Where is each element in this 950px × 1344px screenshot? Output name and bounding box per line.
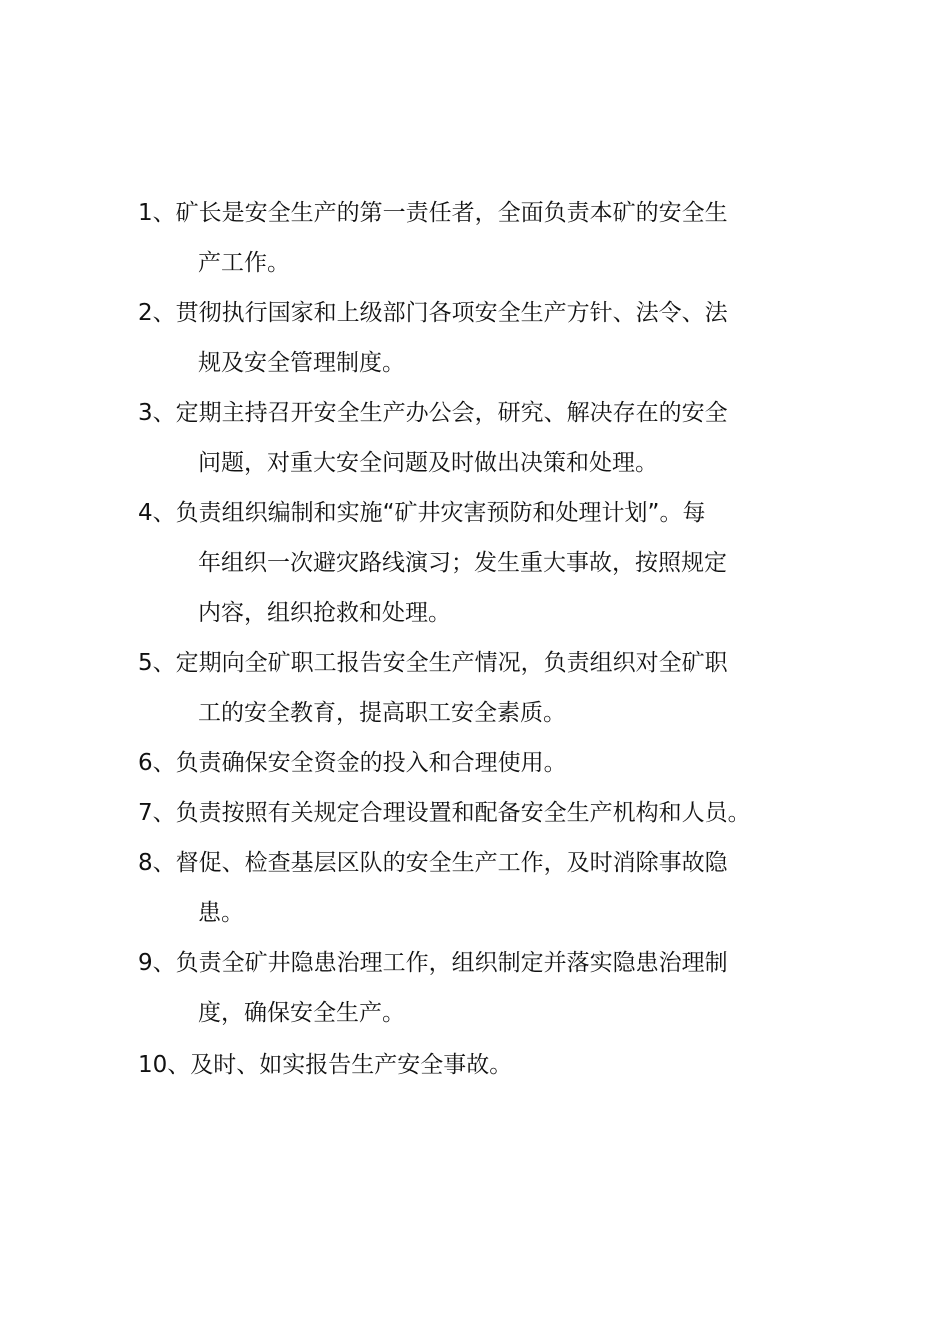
item-text: 负责按照有关规定合理设置和配备安全生产机构和人员。 — [175, 800, 751, 826]
item-continuation: 问题，对重大安全问题及时做出决策和处理。 — [198, 450, 658, 476]
item-text: 定期向全矿职工报告安全生产情况，负责组织对全矿职 — [175, 650, 728, 676]
item-text: 矿长是安全生产的第一责任者，全面负责本矿的安全生 — [175, 200, 728, 226]
list-item — [138, 738, 828, 788]
list-item — [138, 288, 828, 388]
item-first-line — [138, 288, 828, 338]
list-item — [138, 938, 828, 1038]
item-continuation: 规及安全管理制度。 — [198, 350, 405, 376]
item-number: 2、 — [138, 300, 176, 326]
item-number: 6、 — [138, 750, 176, 776]
item-number: 8、 — [138, 850, 176, 876]
item-text: 定期主持召开安全生产办公会，研究、解决存在的安全 — [175, 400, 728, 426]
item-continuation: 工的安全教育，提高职工安全素质。 — [198, 700, 566, 726]
list-item — [138, 838, 828, 938]
item-first-line — [138, 638, 828, 688]
item-first-line — [138, 738, 828, 788]
item-continuation: 度，确保安全生产。 — [198, 1000, 405, 1026]
list-item — [138, 188, 828, 288]
list-item — [138, 638, 828, 738]
item-number: 3、 — [138, 400, 176, 426]
item-text: 负责全矿井隐患治理工作，组织制定并落实隐患治理制 — [175, 950, 728, 976]
item-number: 9、 — [138, 950, 176, 976]
item-number: 5、 — [138, 650, 176, 676]
item-continuation: 年组织一次避灾路线演习；发生重大事故，按照规定 — [198, 550, 727, 576]
item-continuation: 产工作。 — [198, 250, 290, 276]
item-number: 4、 — [138, 500, 176, 526]
item-first-line — [138, 838, 828, 888]
item-first-line — [138, 938, 828, 988]
item-text: 督促、检查基层区队的安全生产工作，及时消除事故隐 — [175, 850, 728, 876]
item-continuation: 内容，组织抢救和处理。 — [198, 600, 451, 626]
item-number: 10、 — [138, 1052, 191, 1078]
item-first-line — [138, 788, 828, 838]
responsibility-list — [138, 188, 828, 1090]
item-text: 及时、如实报告生产安全事故。 — [190, 1052, 513, 1078]
list-item — [138, 788, 828, 838]
item-number: 7、 — [138, 800, 176, 826]
item-text: 贯彻执行国家和上级部门各项安全生产方针、法令、法 — [175, 300, 728, 326]
item-first-line — [138, 188, 828, 238]
list-item — [138, 1040, 828, 1090]
item-continuation: 患。 — [198, 900, 244, 926]
item-first-line — [138, 1040, 828, 1090]
item-text: 负责组织编制和实施“矿井灾害预防和处理计划”。每 — [175, 500, 706, 526]
item-first-line — [138, 488, 828, 538]
item-first-line — [138, 388, 828, 438]
list-item — [138, 488, 828, 638]
list-item — [138, 388, 828, 488]
item-text: 负责确保安全资金的投入和合理使用。 — [175, 750, 567, 776]
item-number: 1、 — [138, 200, 176, 226]
